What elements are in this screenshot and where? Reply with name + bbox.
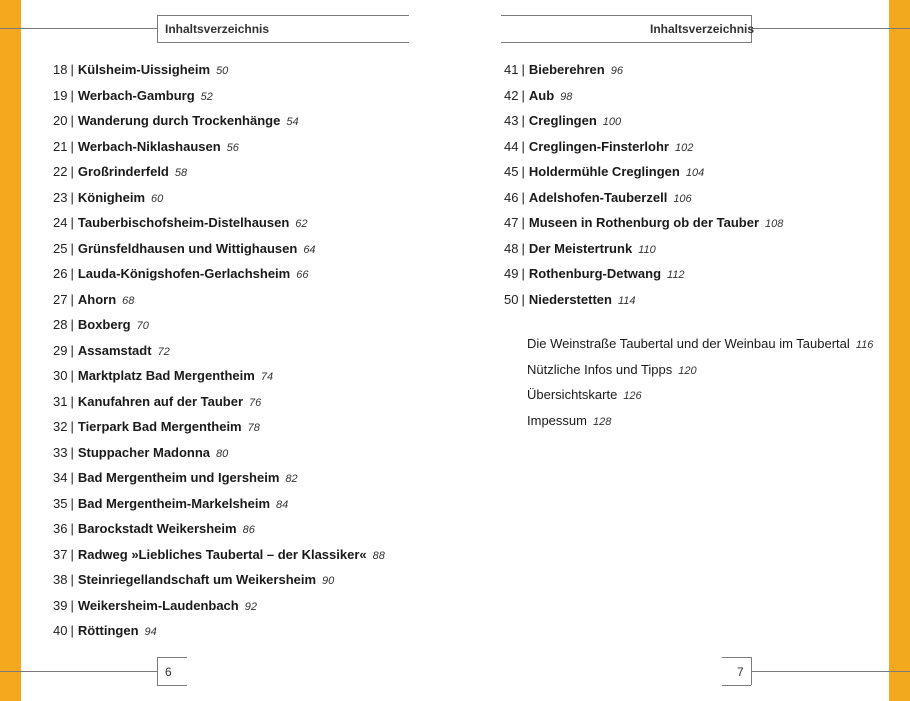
entry-number: 23: [53, 189, 68, 205]
entry-title: Wanderung durch Trockenhänge: [77, 113, 281, 128]
entry-number: 49: [504, 266, 519, 281]
entry-title: Barockstadt Weikersheim: [77, 521, 237, 536]
entry-page: 90: [322, 575, 335, 587]
entry-separator: |: [70, 521, 74, 536]
appendix-page: 126: [623, 390, 642, 402]
entry-separator: |: [70, 87, 74, 103]
entry-title: Aub: [528, 87, 555, 103]
entry-title: Steinriegellandschaft um Weikersheim: [77, 572, 317, 587]
entry-title: Radweg »Liebliches Taubertal – der Klassiker«: [77, 546, 367, 562]
entry-page: 58: [174, 167, 188, 179]
entry-page: 88: [372, 549, 385, 562]
entry-page: 86: [242, 524, 255, 536]
toc-entry[interactable]: [53, 621, 385, 647]
entry-title: Großrinderfeld: [77, 164, 169, 179]
appendix-title: Übersichtskarte: [527, 387, 618, 402]
entry-page: 56: [226, 141, 239, 154]
right-footer-rule-bottom: [722, 685, 751, 686]
entry-number: 29: [53, 342, 68, 358]
left-header-rule-top: [157, 15, 409, 16]
entry-title: Röttingen: [77, 623, 139, 638]
appendix-entry[interactable]: [527, 411, 873, 437]
toc-entry[interactable]: [53, 366, 385, 392]
entry-page: 100: [602, 116, 622, 128]
right-header-title: Inhaltsverzeichnis: [650, 22, 755, 36]
appendix-entry[interactable]: [527, 385, 873, 411]
entry-number: 24: [53, 215, 68, 230]
entry-page: 96: [610, 65, 623, 77]
entry-number: 31: [53, 393, 68, 409]
entry-title: Tierpark Bad Mergentheim: [77, 419, 242, 434]
entry-page: 84: [276, 498, 289, 511]
entry-title: Lauda-Königshofen-Gerlachsheim: [77, 266, 291, 281]
left-page-number: 6: [165, 665, 172, 679]
entry-number: 18: [53, 62, 68, 77]
entry-title: Bad Mergentheim-Markelsheim: [77, 495, 271, 511]
toc-entry[interactable]: [53, 468, 385, 494]
entry-page: 110: [638, 243, 656, 256]
left-header-divider: [157, 15, 158, 43]
entry-title: Bad Mergentheim und Igersheim: [77, 470, 280, 485]
toc-entry[interactable]: [53, 264, 385, 290]
left-footer-rule-outer: [0, 671, 157, 672]
left-footer-rule-top: [157, 657, 187, 658]
right-header-rule-bottom: [501, 42, 751, 43]
toc-entry[interactable]: [53, 570, 385, 596]
right-header-rule-outer: [751, 28, 910, 29]
toc-entry[interactable]: [53, 86, 385, 112]
entry-title: Külsheim-Uissigheim: [77, 62, 211, 77]
entry-page: 98: [560, 90, 573, 103]
toc-entry[interactable]: [53, 239, 385, 265]
toc-entry[interactable]: [504, 86, 783, 112]
entry-title: Ahorn: [77, 291, 117, 307]
entry-title: Kanufahren auf der Tauber: [77, 393, 244, 409]
entry-separator: |: [521, 266, 525, 281]
entry-separator: |: [70, 62, 74, 77]
entry-number: 35: [53, 495, 68, 511]
entry-title: Creglingen: [528, 113, 597, 128]
appendix-page: 116: [855, 339, 874, 351]
toc-entry[interactable]: [53, 596, 385, 622]
toc-entry[interactable]: [53, 60, 385, 86]
entry-number: 47: [504, 215, 519, 230]
right-edge-bar: [889, 0, 910, 701]
entry-title: Niederstetten: [528, 291, 612, 307]
appendix-title: Nützliche Infos und Tipps: [527, 361, 673, 377]
toc-entry[interactable]: [504, 162, 783, 188]
entry-number: 46: [504, 189, 519, 205]
entry-page: 70: [136, 320, 149, 332]
appendix-title: Impessum: [527, 412, 587, 428]
entry-number: 40: [53, 623, 68, 638]
entry-title: Holdermühle Creglingen: [528, 164, 680, 179]
entry-title: Assamstadt: [77, 342, 152, 358]
entry-title: Bieberehren: [528, 62, 605, 77]
toc-entry[interactable]: [53, 443, 385, 469]
right-footer-rule-outer: [751, 671, 910, 672]
toc-entry[interactable]: [504, 60, 783, 86]
entry-number: 28: [53, 317, 68, 332]
toc-entry[interactable]: [53, 519, 385, 545]
entry-title: Grünsfeldhausen und Wittighausen: [77, 240, 298, 256]
appendix-list: [527, 334, 873, 436]
left-header-title: Inhaltsverzeichnis: [165, 22, 270, 36]
toc-entry[interactable]: [53, 315, 385, 341]
entry-separator: |: [70, 342, 74, 358]
entry-number: 26: [53, 266, 68, 281]
entry-separator: |: [521, 113, 525, 128]
entry-separator: |: [70, 317, 74, 332]
entry-title: Der Meistertrunk: [528, 240, 633, 256]
entry-number: 48: [504, 240, 519, 256]
entry-page: 60: [151, 192, 164, 205]
entry-separator: |: [70, 546, 74, 562]
right-footer-rule-top: [722, 657, 751, 658]
entry-number: 39: [53, 597, 68, 613]
entry-separator: |: [70, 393, 74, 409]
entry-page: 62: [295, 218, 308, 230]
entry-number: 41: [504, 62, 519, 77]
entry-separator: |: [70, 470, 74, 485]
entry-page: 80: [216, 447, 229, 460]
appendix-entry[interactable]: [527, 334, 873, 360]
entry-page: 112: [667, 269, 685, 281]
entry-page: 76: [249, 396, 262, 409]
entry-title: Museen in Rothenburg ob der Tauber: [528, 215, 760, 230]
entry-number: 44: [504, 138, 519, 154]
toc-entry[interactable]: [53, 494, 385, 520]
entry-separator: |: [70, 444, 74, 460]
entry-separator: |: [70, 597, 74, 613]
entry-page: 54: [286, 116, 299, 128]
toc-entry[interactable]: [504, 264, 783, 290]
entry-number: 43: [504, 113, 519, 128]
appendix-page: 120: [678, 364, 697, 377]
entry-separator: |: [70, 266, 74, 281]
entry-title: Boxberg: [77, 317, 131, 332]
entry-separator: |: [70, 623, 74, 638]
entry-number: 45: [504, 164, 519, 179]
entry-separator: |: [521, 215, 525, 230]
entry-page: 104: [685, 167, 705, 179]
entry-page: 64: [303, 243, 316, 256]
entry-separator: |: [70, 572, 74, 587]
left-header-rule-bottom: [157, 42, 409, 43]
toc-entry[interactable]: [53, 213, 385, 239]
entry-separator: |: [70, 164, 74, 179]
toc-entry[interactable]: [504, 188, 783, 214]
entry-number: 38: [53, 572, 68, 587]
entry-number: 25: [53, 240, 68, 256]
entry-separator: |: [70, 419, 74, 434]
entry-number: 42: [504, 87, 519, 103]
appendix-page: 128: [592, 415, 612, 428]
entry-separator: |: [521, 87, 525, 103]
entry-page: 74: [260, 371, 274, 383]
entry-page: 108: [765, 218, 784, 230]
entry-separator: |: [70, 189, 74, 205]
entry-title: Adelshofen-Tauberzell: [528, 189, 668, 205]
left-footer-divider: [157, 657, 158, 685]
entry-separator: |: [521, 138, 525, 154]
entry-number: 19: [53, 87, 68, 103]
left-toc-list: [53, 60, 385, 647]
right-header-rule-top: [501, 15, 751, 16]
entry-title: Stuppacher Madonna: [77, 444, 211, 460]
entry-number: 22: [53, 164, 68, 179]
entry-separator: |: [70, 138, 74, 154]
left-edge-bar: [0, 0, 21, 701]
entry-separator: |: [70, 368, 74, 383]
entry-title: Creglingen-Finsterlohr: [528, 138, 669, 154]
entry-number: 50: [504, 291, 519, 307]
entry-separator: |: [521, 189, 525, 205]
entry-page: 50: [216, 65, 229, 77]
entry-number: 20: [53, 113, 68, 128]
entry-title: Weikersheim-Laudenbach: [77, 597, 239, 613]
entry-page: 78: [247, 422, 260, 434]
entry-number: 37: [53, 546, 68, 562]
right-toc-list: [504, 60, 783, 315]
toc-entry[interactable]: [504, 290, 783, 316]
entry-number: 27: [53, 291, 68, 307]
entry-title: Marktplatz Bad Mergentheim: [77, 368, 255, 383]
right-page-number: 7: [737, 665, 744, 679]
left-header-rule-outer: [0, 28, 157, 29]
entry-number: 33: [53, 444, 68, 460]
entry-title: Werbach-Niklashausen: [77, 138, 221, 154]
entry-page: 114: [617, 294, 636, 307]
appendix-title: Die Weinstraße Taubertal und der Weinbau im Taubertal: [527, 336, 850, 351]
toc-entry[interactable]: [53, 111, 385, 137]
entry-title: Werbach-Gamburg: [77, 87, 195, 103]
toc-entry[interactable]: [504, 213, 783, 239]
entry-separator: |: [70, 113, 74, 128]
entry-separator: |: [521, 291, 525, 307]
appendix-entry[interactable]: [527, 360, 873, 386]
entry-title: Königheim: [77, 189, 146, 205]
toc-entry[interactable]: [53, 137, 385, 163]
entry-page: 82: [285, 473, 298, 485]
entry-page: 52: [200, 90, 213, 103]
toc-entry[interactable]: [53, 545, 385, 571]
toc-entry[interactable]: [53, 188, 385, 214]
entry-title: Rothenburg-Detwang: [528, 266, 662, 281]
toc-entry[interactable]: [53, 341, 385, 367]
entry-number: 34: [53, 470, 68, 485]
entry-page: 68: [122, 294, 135, 307]
entry-separator: |: [70, 291, 74, 307]
toc-entry[interactable]: [53, 392, 385, 418]
entry-page: 66: [296, 269, 309, 281]
toc-entry[interactable]: [53, 162, 385, 188]
entry-title: Tauberbischofsheim-Distelhausen: [77, 215, 290, 230]
left-footer-rule-bottom: [157, 685, 187, 686]
entry-page: 102: [674, 141, 694, 154]
entry-separator: |: [70, 215, 74, 230]
toc-entry[interactable]: [504, 239, 783, 265]
entry-number: 32: [53, 419, 68, 434]
entry-page: 106: [673, 192, 692, 205]
entry-separator: |: [70, 240, 74, 256]
toc-entry[interactable]: [53, 290, 385, 316]
entry-page: 72: [157, 345, 170, 358]
toc-entry[interactable]: [53, 417, 385, 443]
entry-page: 94: [144, 626, 157, 638]
entry-number: 36: [53, 521, 68, 536]
entry-page: 92: [244, 600, 257, 613]
entry-separator: |: [521, 62, 525, 77]
toc-entry[interactable]: [504, 137, 783, 163]
toc-entry[interactable]: [504, 111, 783, 137]
entry-separator: |: [521, 240, 525, 256]
entry-separator: |: [521, 164, 525, 179]
entry-separator: |: [70, 495, 74, 511]
entry-number: 30: [53, 368, 68, 383]
entry-number: 21: [53, 138, 68, 154]
